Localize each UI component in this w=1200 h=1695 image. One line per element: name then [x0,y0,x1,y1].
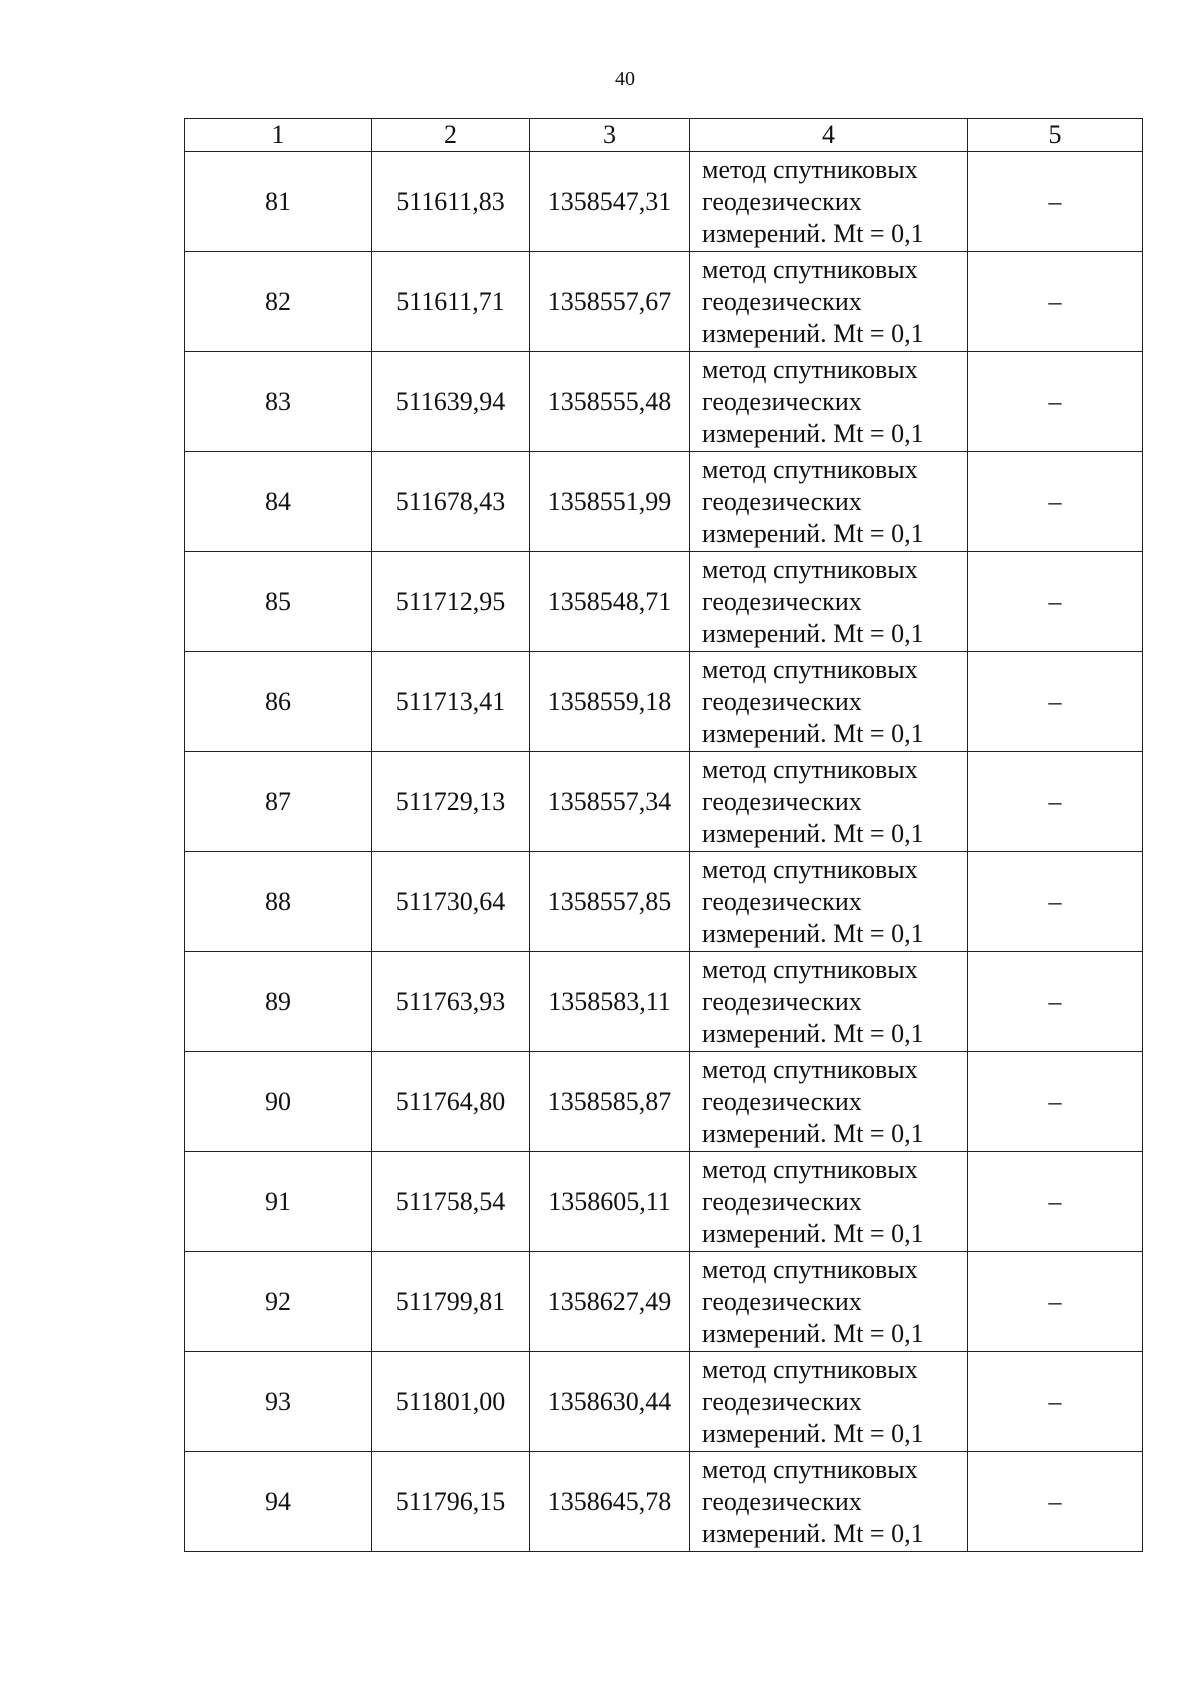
point-number-cell: 85 [185,552,372,652]
table-header [185,119,1143,152]
coordinate-x-cell: 511678,43 [372,452,530,552]
table-row [185,652,1143,752]
method-line: метод спутниковых [702,1454,918,1484]
point-number-cell: 87 [185,752,372,852]
method-cell [690,1352,968,1452]
coordinate-y-cell: 1358627,49 [530,1252,690,1352]
table-row [185,852,1143,952]
method-line: геодезических [702,1486,862,1516]
method-line: геодезических [702,886,862,916]
note-cell: – [968,1252,1143,1352]
coordinate-y-cell: 1358645,78 [530,1452,690,1552]
table-row [185,152,1143,252]
method-line: измерений. Mt = 0,1 [702,1318,924,1348]
method-line: геодезических [702,986,862,1016]
method-line: геодезических [702,586,862,616]
coordinate-y-cell: 1358555,48 [530,352,690,452]
table-row [185,252,1143,352]
header-col-4: 4 [690,119,968,152]
table-row [185,1052,1143,1152]
note-cell: – [968,652,1143,752]
point-number-cell: 81 [185,152,372,252]
table-row [185,452,1143,552]
note-cell: – [968,952,1143,1052]
method-cell [690,752,968,852]
method-line: измерений. Mt = 0,1 [702,218,924,248]
method-line: метод спутниковых [702,1254,918,1284]
point-number-cell: 93 [185,1352,372,1452]
coordinate-y-cell: 1358548,71 [530,552,690,652]
point-number-cell: 94 [185,1452,372,1552]
note-cell: – [968,452,1143,552]
method-line: измерений. Mt = 0,1 [702,1018,924,1048]
note-cell: – [968,852,1143,952]
coordinate-x-cell: 511729,13 [372,752,530,852]
method-cell [690,952,968,1052]
table-row [185,552,1143,652]
method-cell [690,552,968,652]
method-line: измерений. Mt = 0,1 [702,1218,924,1248]
method-line: метод спутниковых [702,1054,918,1084]
coordinate-x-cell: 511611,71 [372,252,530,352]
table-row [185,952,1143,1052]
coordinate-x-cell: 511758,54 [372,1152,530,1252]
coordinate-y-cell: 1358551,99 [530,452,690,552]
method-line: метод спутниковых [702,854,918,884]
coordinate-y-cell: 1358630,44 [530,1352,690,1452]
point-number-cell: 86 [185,652,372,752]
method-line: измерений. Mt = 0,1 [702,718,924,748]
point-number-cell: 88 [185,852,372,952]
header-row [185,119,1143,152]
coordinate-x-cell: 511611,83 [372,152,530,252]
method-line: геодезических [702,486,862,516]
page-number: 40 [615,68,635,90]
point-number-cell: 82 [185,252,372,352]
coordinate-y-cell: 1358547,31 [530,152,690,252]
method-line: геодезических [702,686,862,716]
coordinate-y-cell: 1358585,87 [530,1052,690,1152]
method-line: измерений. Mt = 0,1 [702,318,924,348]
header-col-1: 1 [185,119,372,152]
table-row [185,352,1143,452]
table-row [185,1452,1143,1552]
method-cell [690,252,968,352]
point-number-cell: 90 [185,1052,372,1152]
table-row [185,1152,1143,1252]
method-line: геодезических [702,386,862,416]
method-line: измерений. Mt = 0,1 [702,1518,924,1548]
method-line: измерений. Mt = 0,1 [702,518,924,548]
coordinate-x-cell: 511730,64 [372,852,530,952]
note-cell: – [968,152,1143,252]
coordinate-y-cell: 1358557,85 [530,852,690,952]
note-cell: – [968,252,1143,352]
method-cell [690,1452,968,1552]
note-cell: – [968,1052,1143,1152]
coordinate-x-cell: 511763,93 [372,952,530,1052]
coordinate-y-cell: 1358605,11 [530,1152,690,1252]
method-cell [690,152,968,252]
method-cell [690,1152,968,1252]
coordinate-y-cell: 1358583,11 [530,952,690,1052]
note-cell: – [968,1352,1143,1452]
method-line: метод спутниковых [702,154,918,184]
note-cell: – [968,1152,1143,1252]
method-cell [690,452,968,552]
method-line: метод спутниковых [702,254,918,284]
coordinate-y-cell: 1358559,18 [530,652,690,752]
method-line: метод спутниковых [702,954,918,984]
method-line: геодезических [702,1286,862,1316]
method-cell [690,1252,968,1352]
point-number-cell: 89 [185,952,372,1052]
method-line: метод спутниковых [702,654,918,684]
method-line: измерений. Mt = 0,1 [702,1418,924,1448]
coordinates-table [184,118,1143,1552]
note-cell: – [968,1452,1143,1552]
coordinate-x-cell: 511764,80 [372,1052,530,1152]
coordinate-x-cell: 511801,00 [372,1352,530,1452]
point-number-cell: 84 [185,452,372,552]
method-cell [690,852,968,952]
method-line: геодезических [702,186,862,216]
coordinate-x-cell: 511713,41 [372,652,530,752]
method-line: метод спутниковых [702,554,918,584]
method-line: метод спутниковых [702,354,918,384]
point-number-cell: 83 [185,352,372,452]
coordinate-y-cell: 1358557,67 [530,252,690,352]
header-col-5: 5 [968,119,1143,152]
header-col-2: 2 [372,119,530,152]
method-line: геодезических [702,1086,862,1116]
method-line: измерений. Mt = 0,1 [702,818,924,848]
method-line: измерений. Mt = 0,1 [702,618,924,648]
note-cell: – [968,352,1143,452]
method-line: метод спутниковых [702,754,918,784]
method-line: измерений. Mt = 0,1 [702,1118,924,1148]
method-cell [690,352,968,452]
table-row [185,1252,1143,1352]
table-body [185,152,1143,1552]
method-cell [690,1052,968,1152]
coordinate-x-cell: 511799,81 [372,1252,530,1352]
method-line: геодезических [702,286,862,316]
header-col-3: 3 [530,119,690,152]
table-row [185,752,1143,852]
coordinate-x-cell: 511796,15 [372,1452,530,1552]
method-line: измерений. Mt = 0,1 [702,418,924,448]
method-line: метод спутниковых [702,1354,918,1384]
note-cell: – [968,552,1143,652]
method-line: измерений. Mt = 0,1 [702,918,924,948]
method-line: геодезических [702,1386,862,1416]
point-number-cell: 92 [185,1252,372,1352]
coordinate-x-cell: 511712,95 [372,552,530,652]
method-cell [690,652,968,752]
method-line: геодезических [702,1186,862,1216]
table-row [185,1352,1143,1452]
method-line: метод спутниковых [702,454,918,484]
method-line: геодезических [702,786,862,816]
method-line: метод спутниковых [702,1154,918,1184]
coordinate-y-cell: 1358557,34 [530,752,690,852]
point-number-cell: 91 [185,1152,372,1252]
note-cell: – [968,752,1143,852]
coordinate-x-cell: 511639,94 [372,352,530,452]
